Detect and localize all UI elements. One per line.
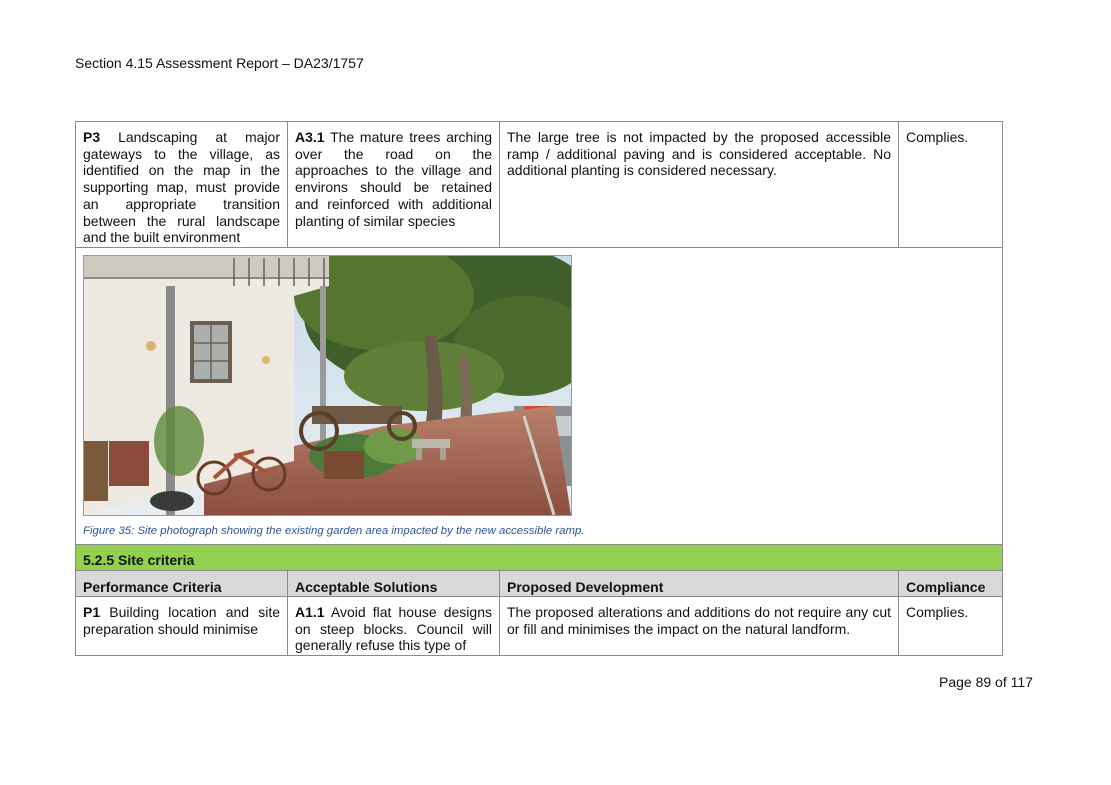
solution-code: A1.1 (295, 603, 325, 620)
proposed-development-cell: The large tree is not impacted by the proposed accessible ramp / additional paving and is considered acceptable. No additional planting is considered necessary. (500, 122, 899, 248)
column-header-proposed: Proposed Development (500, 570, 899, 596)
figure-cell (76, 247, 1003, 544)
compliance-cell: Complies. (899, 596, 1003, 655)
proposed-development-cell: The proposed alterations and additions do not require any cut or fill and minimises the impact on the natural landform. (500, 596, 899, 655)
column-header-row (76, 570, 1003, 596)
criteria-text: Landscaping at major gateways to the village, as identified on the map in the supporting map, must provide an appropriate transition between the rural landscape and the built environment (83, 129, 280, 246)
figure-row (76, 247, 1003, 544)
page-number: Page 89 of 117 (939, 674, 1033, 690)
section-heading-row (76, 544, 1003, 570)
performance-criteria-cell (76, 122, 288, 248)
solution-text: Avoid flat house designs on steep blocks. Council will generally refuse this type of (295, 603, 492, 654)
table-row-p3 (76, 122, 1003, 248)
criteria-text: Building location and site preparation should minimise (83, 603, 280, 637)
section-heading: 5.2.5 Site criteria (76, 544, 1003, 570)
site-photograph (83, 255, 572, 516)
column-header-acceptable: Acceptable Solutions (288, 570, 500, 596)
criteria-code: P1 (83, 603, 101, 620)
compliance-cell: Complies. (899, 122, 1003, 248)
figure-caption: Figure 35: Site photograph showing the existing garden area impacted by the new accessible ramp. (83, 524, 585, 537)
performance-criteria-cell (76, 596, 288, 655)
criteria-code: P3 (83, 129, 101, 145)
column-header-compliance: Compliance (899, 570, 1003, 596)
column-header-performance: Performance Criteria (76, 570, 288, 596)
table-row-p1 (76, 596, 1003, 655)
solution-text: The mature trees arching over the road on the approaches to the village and environs should be retained and reinforced with additional planting of similar species (295, 129, 492, 229)
assessment-table (75, 121, 1003, 656)
acceptable-solution-cell (288, 596, 500, 655)
page-header: Section 4.15 Assessment Report – DA23/1757 (75, 55, 364, 71)
acceptable-solution-cell (288, 122, 500, 248)
solution-code: A3.1 (295, 129, 325, 145)
